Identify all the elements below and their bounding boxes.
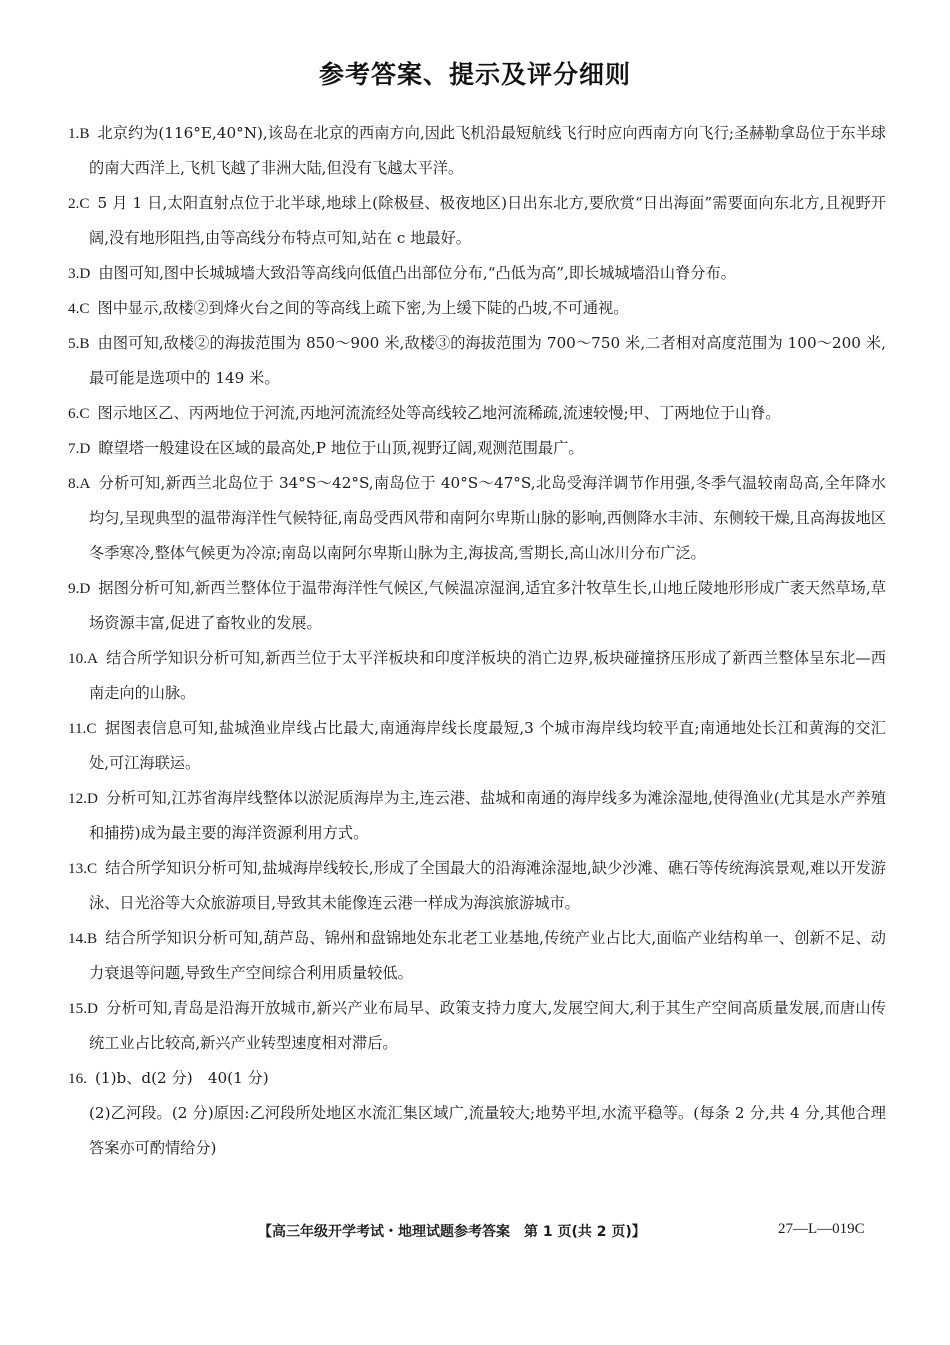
answer-text: 分析可知,青岛是沿海开放城市,新兴产业布局早、政策支持力度大,发展空间大,利于其生产空间高质量发展,而唐山传统工业占比较高,新兴产业转型速度相对滞后。 [89,999,886,1052]
answer-item-15 [68,991,886,1061]
answer-number: 14.B [68,930,98,947]
answer-text: 5 月 1 日,太阳直射点位于北半球,地球上(除极昼、极夜地区)日出东北方,要欣赏“日出海面”需要面向东北方,且视野开阔,没有地形阻挡,由等高线分布特点可知,站在 c 地最好。 [89,194,886,247]
answer-item-5 [68,326,886,396]
answer-item-1 [68,116,886,186]
answer-number: 16. [68,1070,87,1087]
answer-number: 4.C [68,300,90,317]
answer-item-11 [68,711,886,781]
answer-number: 8.A [68,475,91,492]
answer-number: 9.D [68,580,91,597]
answer-item-13 [68,851,886,921]
answer-item-9 [68,571,886,641]
answer-number: 5.B [68,335,90,352]
answer-text: 图示地区乙、丙两地位于河流,丙地河流流经处等高线较乙地河流稀疏,流速较慢;甲、丁两地位于山脊。 [97,404,781,422]
answer-text: 据图表信息可知,盐城渔业岸线占比最大,南通海岸线长度最短,3 个城市海岸线均较平直;南通地处长江和黄海的交汇处,可江海联运。 [89,719,886,772]
answer-text-part2: (2)乙河段。(2 分)原因:乙河段所处地区水流汇集区域广,流量较大;地势平坦,水流平稳等。(每条 2 分,共 4 分,其他合理答案亦可酌情给分) [89,1104,886,1157]
answer-number: 6.C [68,405,90,422]
answer-text: 由图可知,图中长城城墙大致沿等高线向低值凸出部位分布,“凸低为高”,即长城城墙沿山脊分布。 [98,264,736,282]
answer-text: 瞭望塔一般建设在区域的最高处,P 地位于山顶,视野辽阔,观测范围最广。 [98,439,584,457]
footer-code: 27—L—019C [778,1221,865,1237]
answer-item-16-part2 [68,1096,886,1166]
answer-number: 7.D [68,440,91,457]
answer-number: 15.D [68,1000,98,1017]
answer-text-part1: (1)b、d(2 分) 40(1 分) [94,1069,269,1087]
answer-text: 结合所学知识分析可知,葫芦岛、锦州和盘锦地处东北老工业基地,传统产业占比大,面临产业结构单一、创新不足、动力衰退等问题,导致生产空间综合利用质量较低。 [89,929,886,982]
answer-number: 13.C [68,860,98,877]
answer-item-6 [68,396,886,431]
footer-page-info: 【高三年级开学考试・地理试题参考答案 第 1 页(共 2 页)】 [258,1224,646,1240]
answer-text: 据图分析可知,新西兰整体位于温带海洋性气候区,气候温凉湿润,适宜多汁牧草生长,山地丘陵地形形成广袤天然草场,草场资源丰富,促进了畜牧业的发展。 [89,579,886,632]
answer-text: 图中显示,敌楼②到烽火台之间的等高线上疏下密,为上缓下陡的凸坡,不可通视。 [97,299,629,317]
answer-number: 12.D [68,790,98,807]
answer-item-8 [68,466,886,571]
answer-item-16 [68,1061,886,1096]
answer-text: 分析可知,新西兰北岛位于 34°S～42°S,南岛位于 40°S～47°S,北岛受海洋调节作用强,冬季气温较南岛高,全年降水均匀,呈现典型的温带海洋性气候特征,南岛受西风带和南阿尔卑斯山脉的影响,西侧降水丰沛、东侧较干燥,且高海拔地区冬季寒冷,整体气候更为冷凉;南岛以南阿尔卑斯山脉为主,海拔高,雪期长,高山冰川分布广泛。 [89,474,886,562]
answer-list [68,116,886,1166]
answer-number: 1.B [68,125,90,142]
page-title: 参考答案、提示及评分细则 [318,60,631,89]
answer-item-7 [68,431,886,466]
answer-number: 11.C [68,720,97,737]
answer-text: 结合所学知识分析可知,新西兰位于太平洋板块和印度洋板块的消亡边界,板块碰撞挤压形成了新西兰整体呈东北—西南走向的山脉。 [89,649,886,702]
answer-text: 由图可知,敌楼②的海拔范围为 850～900 米,敌楼③的海拔范围为 700～750 米,二者相对高度范围为 100～200 米,最可能是选项中的 149 米。 [89,334,886,387]
answer-text: 北京约为(116°E,40°N),该岛在北京的西南方向,因此飞机沿最短航线飞行时应向西南方向飞行;圣赫勒拿岛位于东半球的南大西洋上,飞机飞越了非洲大陆,但没有飞越太平洋。 [89,124,886,177]
answer-item-2 [68,186,886,256]
answer-item-12 [68,781,886,851]
answer-item-4 [68,291,886,326]
answer-text: 分析可知,江苏省海岸线整体以淤泥质海岸为主,连云港、盐城和南通的海岸线多为滩涂湿地,使得渔业(尤其是水产养殖和捕捞)成为最主要的海洋资源利用方式。 [89,789,886,842]
answer-number: 2.C [68,195,90,212]
answer-item-3 [68,256,886,291]
answer-number: 3.D [68,265,91,282]
answer-text: 结合所学知识分析可知,盐城海岸线较长,形成了全国最大的沿海滩涂湿地,缺少沙滩、礁石等传统海滨景观,难以开发游泳、日光浴等大众旅游项目,导致其未能像连云港一样成为海滨旅游城市。 [89,859,886,912]
answer-number: 10.A [68,650,98,667]
answer-item-14 [68,921,886,991]
answer-item-10 [68,641,886,711]
